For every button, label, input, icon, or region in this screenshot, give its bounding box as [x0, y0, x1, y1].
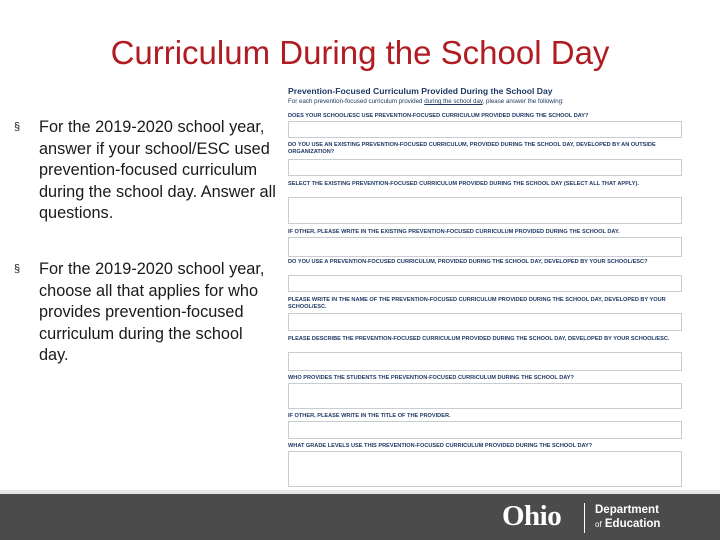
form-question: PLEASE DESCRIBE THE PREVENTION-FOCUSED CURRICULUM PROVIDED DURING THE SCHOOL DAY, DEVELOPED BY YOUR SCHOOL/ESC.: [288, 336, 670, 342]
bullet-marker: §: [14, 121, 21, 133]
logo-of-education: [595, 517, 660, 532]
answer-box: [288, 197, 682, 224]
answer-box: [288, 121, 682, 138]
form-question: DOES YOUR SCHOOL/ESC USE PREVENTION-FOCUSED CURRICULUM PROVIDED DURING THE SCHOOL DAY?: [288, 113, 589, 119]
answer-box: [288, 237, 682, 257]
bullet-text: For the 2019-2020 school year, choose all that applies for who provides prevention-focused curriculum during the school day.: [39, 259, 265, 365]
form-question: WHAT GRADE LEVELS USE THIS PREVENTION-FOCUSED CURRICULUM PROVIDED DURING THE SCHOOL DAY?: [288, 443, 593, 449]
bullet-item: [14, 117, 276, 225]
logo-education-text: Education: [604, 518, 661, 530]
form-question: IF OTHER, PLEASE WRITE IN THE EXISTING PREVENTION-FOCUSED CURRICULUM PROVIDED DURING THE SCHOOL DAY.: [288, 229, 620, 235]
form-question: SELECT THE EXISTING PREVENTION-FOCUSED CURRICULUM PROVIDED DURING THE SCHOOL DAY (SELECT ALL THAT APPLY).: [288, 181, 639, 187]
form-intro-link: during the school day: [424, 98, 483, 105]
answer-box: [288, 275, 682, 292]
answer-box: [288, 383, 682, 409]
form-title: Prevention-Focused Curriculum Provided During the School Day: [288, 86, 553, 96]
logo-department-text: Department: [595, 504, 659, 516]
survey-form-image: [286, 86, 682, 486]
form-question: IF OTHER, PLEASE WRITE IN THE TITLE OF THE PROVIDER.: [288, 413, 451, 419]
department-of-education-logo: [595, 503, 660, 532]
form-question: DO YOU USE A PREVENTION-FOCUSED CURRICULUM, PROVIDED DURING THE SCHOOL DAY, DEVELOPED BY YOUR SCHOOL/ESC?: [288, 259, 648, 265]
form-intro-before: For each prevention-focused curriculum provided: [288, 98, 425, 105]
form-intro: [288, 98, 564, 105]
form-question: PLEASE WRITE IN THE NAME OF THE PREVENTION-FOCUSED CURRICULUM PROVIDED DURING THE SCHOOL DAY, DEVELOPED BY YOUR SCHOOL/ESC.: [288, 297, 666, 310]
bullet-item: [14, 259, 276, 367]
bullet-text: For the 2019-2020 school year, answer if your school/ESC used prevention-focused curriculum during the school day. Answer all questions.: [39, 118, 276, 223]
answer-box: [288, 352, 682, 371]
answer-box: [288, 159, 682, 176]
form-intro-after: , please answer the following:: [482, 98, 564, 105]
form-question: WHO PROVIDES THE STUDENTS THE PREVENTION-FOCUSED CURRICULUM DURING THE SCHOOL DAY?: [288, 375, 574, 381]
form-question: DO YOU USE AN EXISTING PREVENTION-FOCUSED CURRICULUM, PROVIDED DURING THE SCHOOL DAY, DEVELOPED BY AN OUTSIDE ORGANIZATION?: [288, 142, 656, 155]
answer-box: [288, 451, 682, 487]
slide-title: Curriculum During the School Day: [110, 34, 610, 71]
answer-box: [288, 313, 682, 331]
logo-divider: [584, 503, 585, 533]
ohio-logo-wordmark: Ohio: [502, 500, 562, 532]
logo-of-text: of: [595, 520, 602, 529]
bullet-list: [14, 117, 276, 367]
bullet-marker: §: [14, 262, 21, 275]
answer-box: [288, 421, 682, 439]
